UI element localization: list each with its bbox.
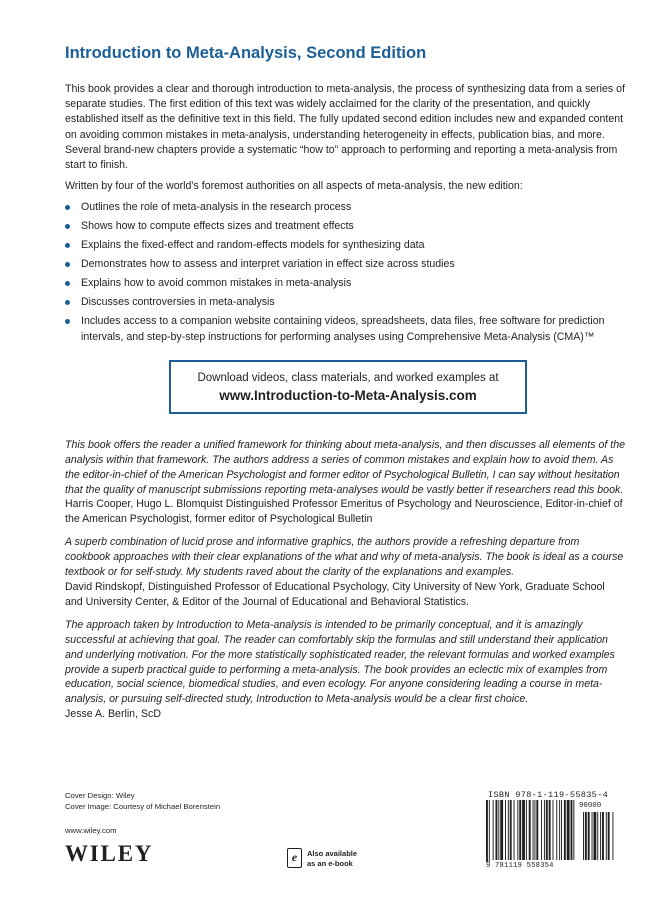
list-item bbox=[65, 314, 625, 344]
list-item bbox=[65, 238, 625, 253]
barcode-bar bbox=[526, 800, 527, 860]
bullet-icon bbox=[65, 300, 70, 305]
cover-credits bbox=[65, 790, 220, 812]
barcode-bar bbox=[541, 800, 542, 860]
barcode-bar bbox=[500, 800, 503, 860]
barcode-bar bbox=[489, 800, 490, 862]
barcode-addon-bar bbox=[592, 812, 593, 860]
barcode-bar bbox=[544, 800, 545, 860]
barcode-addon-bar bbox=[606, 812, 607, 860]
price-code: 90000 bbox=[579, 802, 602, 810]
list-item bbox=[65, 276, 625, 291]
content-column bbox=[65, 82, 625, 730]
publisher-logo: WILEY bbox=[65, 841, 154, 866]
list-item bbox=[65, 200, 625, 215]
barcode-digits: 9 781119 558354 bbox=[486, 862, 554, 870]
list-item-text: Demonstrates how to assess and interpret variation in effect size across studies bbox=[81, 258, 455, 271]
endorsement-attribution: Jesse A. Berlin, ScD bbox=[65, 708, 161, 721]
barcode-addon-bar bbox=[583, 812, 584, 860]
barcode-addon-bar bbox=[612, 812, 613, 860]
ebook-line-2: as an e-book bbox=[307, 858, 353, 868]
endorsement-quote: The approach taken by Introduction to Meta-analysis is intended to be primarily conceptual, and it is amazingly successful at achieving that goal. The reader can comfortably skip the formulas and still understand their application and underlying motivation. For the more statistically sophisticated reader, the relevant formulas and worked examples provide a superb practical guide to performing a meta-analysis. The book provides an eclectic mix of examples from education, social science, biomedical studies, and even ecology. For anyone considering leading a course in meta-analysis, or pursuing self-directed study, Introduction to Meta-analysis would be a clear first choice. bbox=[65, 618, 615, 706]
ebook-line-1: Also available bbox=[307, 849, 358, 858]
cover-design-credit: Cover Design: Wiley bbox=[65, 791, 135, 800]
bullet-icon bbox=[65, 319, 70, 324]
barcode-addon-bar bbox=[588, 812, 590, 860]
callout-text: Download videos, class materials, and worked examples at bbox=[197, 371, 499, 384]
barcode-bar bbox=[505, 800, 506, 860]
ebook-text bbox=[307, 849, 357, 868]
list-item bbox=[65, 295, 625, 310]
list-item-text: Outlines the role of meta-analysis in the research process bbox=[81, 201, 352, 214]
bullet-icon bbox=[65, 224, 70, 229]
intro-paragraph: This book provides a clear and thorough introduction to meta-analysis, the process of synthesizing data from a series of separate studies. The first edition of this text was widely acclaimed for the clarity of the presentation, and quickly established itself as the definitive text in this field. The fully updated second edition includes new and expanded content on avoiding common mistakes in meta-analysis, understanding heterogeneity in effects, publication bias, and more. Several brand-new chapters provide a systematic “how to” approach to performing and reporting a meta-analysis from start to finish. bbox=[65, 83, 625, 172]
lead-sentence: Written by four of the world’s foremost authorities on all aspects of meta-analysis, the new edition: bbox=[65, 180, 523, 193]
barcode-bar bbox=[571, 800, 573, 860]
list-item-text: Includes access to a companion website containing videos, spreadsheets, data files, free software for prediction intervals, and step-by-step instructions for performing analyses using Comprehensive Meta-Analysis (CMA)™ bbox=[81, 315, 605, 343]
barcode-bar bbox=[561, 800, 562, 860]
bullet-icon bbox=[65, 262, 70, 267]
barcode-addon-bar bbox=[585, 812, 587, 860]
endorsement bbox=[65, 618, 625, 722]
endorsement bbox=[65, 438, 625, 527]
companion-website-link[interactable]: www.Introduction-to-Meta-Analysis.com bbox=[219, 387, 477, 403]
bullet-icon bbox=[65, 205, 70, 210]
download-callout-box bbox=[169, 360, 527, 414]
barcode-bar bbox=[508, 800, 509, 860]
bullet-icon bbox=[65, 243, 70, 248]
feature-list bbox=[65, 200, 625, 344]
barcode-bar bbox=[553, 800, 554, 860]
barcode-addon-bar bbox=[600, 812, 601, 860]
barcode-bar bbox=[519, 800, 521, 860]
list-item-text: Explains how to avoid common mistakes in meta-analysis bbox=[81, 277, 352, 290]
barcode-bar bbox=[514, 800, 515, 860]
barcode-icon bbox=[484, 798, 624, 862]
ebook-icon: e bbox=[287, 848, 302, 868]
endorsements bbox=[65, 438, 625, 722]
endorsement-quote: A superb combination of lucid prose and informative graphics, the authors provide a refreshing departure from cookbook approaches with their clear explanations of the what and why of meta-analysis. The book is ideal as a course textbook or for self-study. My students raved about the clarity of the explanations and examples. bbox=[65, 536, 624, 579]
barcode-bar bbox=[522, 800, 525, 860]
barcode-bar bbox=[498, 800, 499, 860]
isbn-number: ISBN 978-1-119-55835-4 bbox=[488, 790, 609, 800]
barcode-bar bbox=[567, 800, 570, 860]
barcode-bar bbox=[533, 800, 534, 860]
list-item-text: Discusses controversies in meta-analysis bbox=[81, 296, 275, 309]
barcode-addon-bar bbox=[608, 812, 610, 860]
barcode-bar bbox=[486, 800, 488, 862]
list-item-text: Shows how to compute effects sizes and treatment effects bbox=[81, 220, 354, 233]
list-item-text: Explains the fixed-effect and random-effects models for synthesizing data bbox=[81, 239, 425, 252]
barcode-addon-bar bbox=[593, 812, 596, 860]
barcode-bar bbox=[564, 800, 566, 860]
endorsement bbox=[65, 535, 625, 610]
barcode-bar bbox=[536, 800, 538, 860]
cover-image-credit: Cover Image: Courtesy of Michael Borenstein bbox=[65, 802, 221, 811]
barcode-bar bbox=[549, 800, 551, 860]
barcode-bar bbox=[529, 800, 531, 860]
endorsement-quote: This book offers the reader a unified framework for thinking about meta-analysis, and then discusses all elements of the analysis within that framework. The authors address a series of common mistakes and explain how to avoid them. As the editor-in-chief of the American Psychologist and former editor of Psychological Bulletin, I can say without hesitation that the quality of manuscript submissions reporting meta-analyses would be vastly better if researchers read this book. bbox=[65, 438, 625, 496]
barcode-bar bbox=[493, 800, 494, 860]
endorsement-attribution: David Rindskopf, Distinguished Professor of Educational Psychology, City University of New York, Graduate School and University Center, & Editor of the Journal of Educational and Behavioral Statistics. bbox=[65, 580, 605, 608]
barcode-bar bbox=[496, 800, 498, 860]
barcode-bar bbox=[556, 800, 557, 860]
list-item bbox=[65, 257, 625, 272]
endorsement-attribution: Harris Cooper, Hugo L. Blomquist Distinguished Professor Emeritus of Psychology and Neuroscience, Editor-in-chief of the American Psychologist, former editor of Psychological Bulletin bbox=[65, 498, 623, 526]
barcode-bar bbox=[546, 800, 548, 860]
barcode-bar bbox=[517, 800, 518, 860]
barcode-bar bbox=[510, 800, 512, 860]
book-title: Introduction to Meta-Analysis, Second Edition bbox=[65, 44, 427, 62]
bullet-icon bbox=[65, 281, 70, 286]
barcode-addon-bar bbox=[597, 812, 598, 860]
barcode-bar bbox=[559, 800, 560, 860]
barcode-addon-bar bbox=[602, 812, 604, 860]
barcode-bar bbox=[534, 800, 535, 860]
list-item bbox=[65, 219, 625, 234]
publisher-website-link[interactable]: www.wiley.com bbox=[65, 826, 117, 835]
barcode-bar bbox=[573, 800, 574, 860]
